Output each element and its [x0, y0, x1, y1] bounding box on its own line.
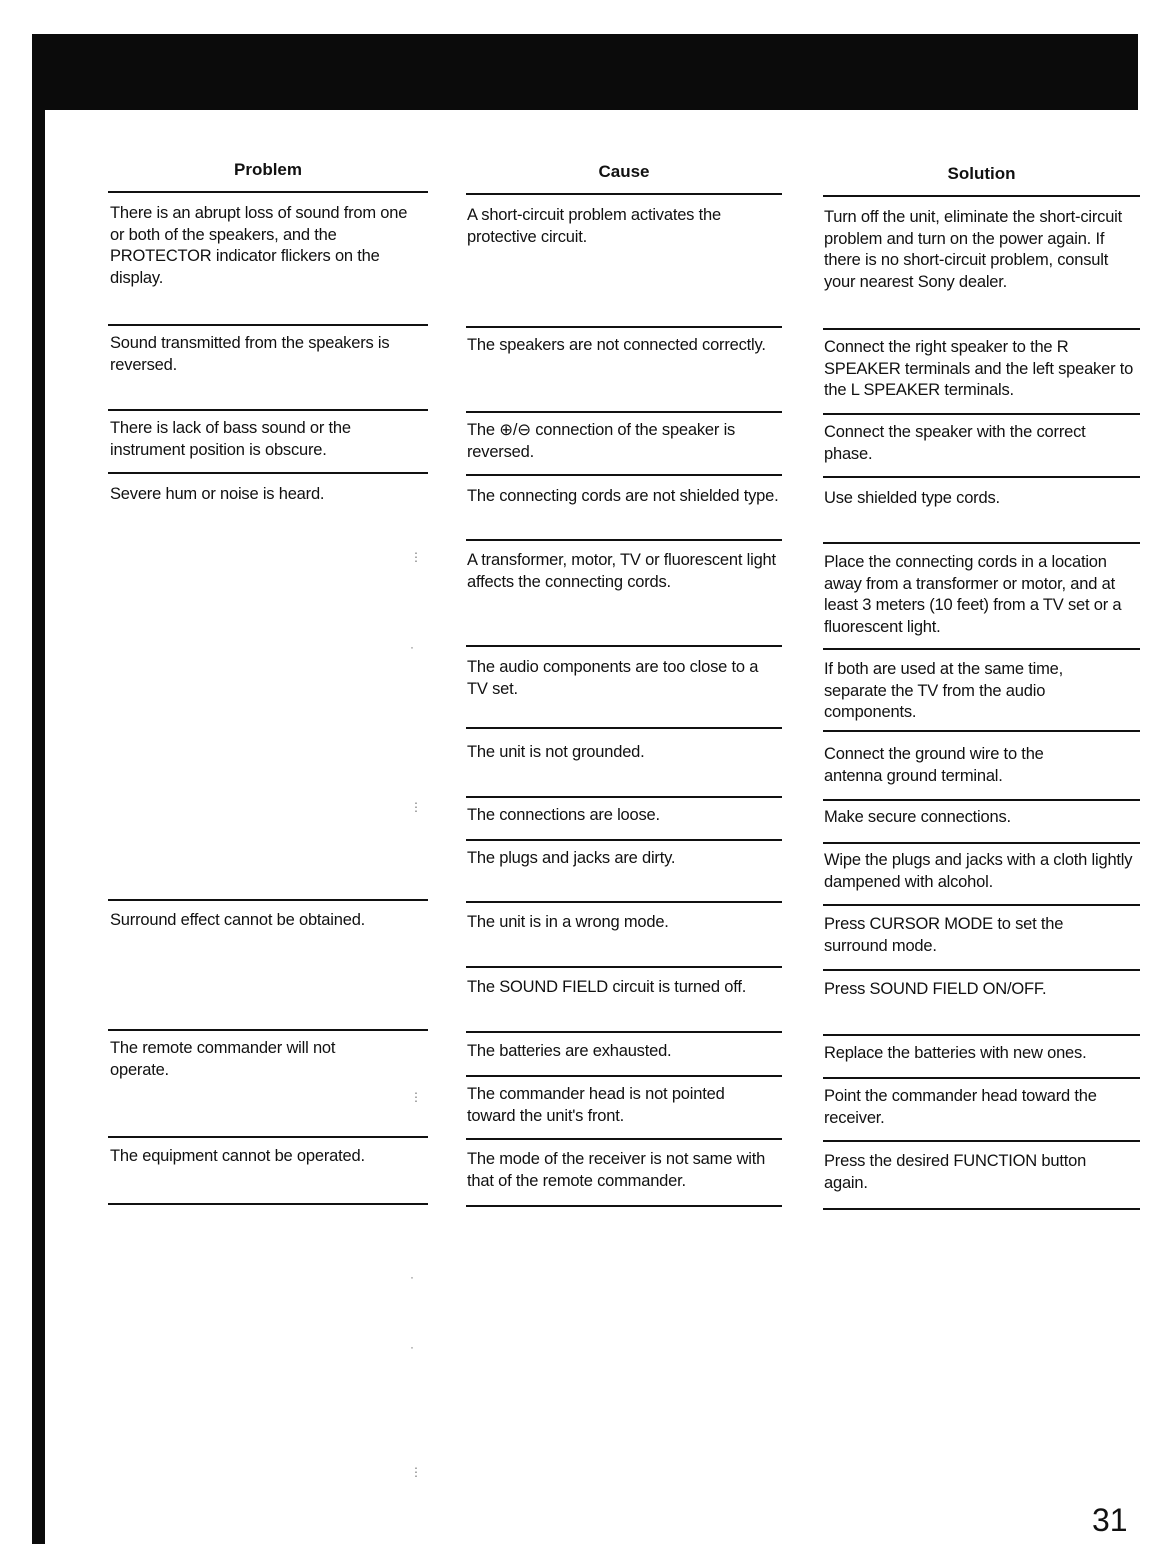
row-rule-problem [108, 1136, 428, 1138]
row-rule-problem [108, 899, 428, 901]
row-rule-solution [823, 1208, 1140, 1210]
sub-rule-solution [823, 969, 1140, 971]
solution-cell: Press SOUND FIELD ON/OFF. [824, 980, 1047, 998]
row-rule-cause [466, 1138, 782, 1140]
problem-cell: There is an abrupt loss of sound from one or both of the speakers, and the PROTECTOR indicator flickers on the display. [110, 204, 408, 287]
solution-cell: Press the desired FUNCTION button again. [824, 1152, 1087, 1192]
header-solution: Solution [947, 164, 1016, 183]
row-rule-problem [108, 1203, 428, 1205]
row-rule-cause [466, 1205, 782, 1207]
cause-cell: The plugs and jacks are dirty. [467, 849, 676, 867]
solution-cell: Connect the speaker with the correct phase. [824, 423, 1086, 463]
header-bar [32, 34, 1138, 110]
row-rule-solution [823, 1140, 1140, 1142]
row-rule-problem [108, 324, 428, 326]
row-rule-cause [466, 326, 782, 328]
solution-cell: Connect the ground wire to the antenna ground terminal. [824, 745, 1044, 785]
sub-rule-cause [466, 539, 782, 541]
sub-rule-solution [823, 542, 1140, 544]
cause-cell: The connections are loose. [467, 806, 660, 824]
row-rule-solution [823, 413, 1140, 415]
solution-cell: Wipe the plugs and jacks with a cloth lightly dampened with alcohol. [824, 851, 1133, 891]
cause-cell: The mode of the receiver is not same with that of the remote commander. [467, 1150, 766, 1190]
problem-cell: Surround effect cannot be obtained. [110, 911, 366, 929]
header-problem: Problem [233, 160, 303, 179]
sub-rule-cause [466, 645, 782, 647]
problem-cell: The remote commander will not operate. [110, 1039, 336, 1079]
cause-cell: The commander head is not pointed toward the unit's front. [467, 1085, 725, 1125]
solution-cell: If both are used at the same time, separate the TV from the audio components. [824, 660, 1064, 721]
solution-cell: Press CURSOR MODE to set the surround mode. [824, 915, 1064, 955]
row-rule-problem [108, 472, 428, 474]
cause-cell: A transformer, motor, TV or fluorescent light affects the connecting cords. [467, 551, 776, 591]
cause-cell: The ⊕/⊖ connection of the speaker is reversed. [467, 421, 736, 461]
row-rule-problem [108, 1029, 428, 1031]
solution-cell: Point the commander head toward the receiver. [824, 1087, 1097, 1127]
sub-rule-solution [823, 799, 1140, 801]
sub-rule-cause [466, 727, 782, 729]
page-number: 31 [1092, 1502, 1128, 1538]
solution-cell: Connect the right speaker to the R SPEAKER terminals and the left speaker to the L SPEAKER terminals. [824, 338, 1134, 399]
header-rule-problem [108, 191, 428, 193]
sub-rule-solution [823, 730, 1140, 732]
problem-cell: The equipment cannot be operated. [110, 1147, 365, 1165]
problem-cell: Severe hum or noise is heard. [110, 485, 325, 503]
row-rule-solution [823, 476, 1140, 478]
sub-rule-solution [823, 648, 1140, 650]
column-divider-mark: ⋮ [410, 800, 422, 814]
solution-cell: Turn off the unit, eliminate the short-circuit problem and turn on the power again. If there is no short-circuit problem, consult your nearest Sony dealer. [824, 208, 1123, 291]
column-divider-mark: ⋮ [410, 550, 422, 564]
column-divider-mark: ⋮ [410, 1465, 422, 1479]
row-rule-cause [466, 411, 782, 413]
sub-rule-cause [466, 796, 782, 798]
sub-rule-solution [823, 1077, 1140, 1079]
header-rule-cause [466, 193, 782, 195]
problem-cell: Sound transmitted from the speakers is reversed. [110, 334, 390, 374]
cause-cell: The batteries are exhausted. [467, 1042, 672, 1060]
solution-cell: Place the connecting cords in a location away from a transformer or motor, and at least 3 meters (10 feet) from a TV set or a fluorescent light. [824, 553, 1122, 636]
solution-cell: Make secure connections. [824, 808, 1011, 826]
cause-cell: The audio components are too close to a TV set. [467, 658, 759, 698]
column-divider-mark: ⋮ [410, 1090, 422, 1104]
row-rule-cause [466, 1031, 782, 1033]
column-divider-mark: · [410, 1340, 414, 1354]
cause-cell: A short-circuit problem activates the protective circuit. [467, 206, 721, 246]
header-cause: Cause [598, 162, 650, 181]
row-rule-cause [466, 901, 782, 903]
header-rule-solution [823, 195, 1140, 197]
cause-cell: The unit is in a wrong mode. [467, 913, 669, 931]
cause-cell: The SOUND FIELD circuit is turned off. [467, 978, 747, 996]
cause-cell: The unit is not grounded. [467, 743, 645, 761]
solution-cell: Use shielded type cords. [824, 489, 1000, 507]
column-divider-mark: · [410, 1270, 414, 1284]
sub-rule-cause [466, 839, 782, 841]
row-rule-problem [108, 409, 428, 411]
sub-rule-solution [823, 842, 1140, 844]
column-divider-mark: · [410, 640, 414, 654]
problem-cell: There is lack of bass sound or the instrument position is obscure. [110, 419, 351, 459]
left-margin-bar [32, 34, 45, 1544]
cause-cell: The speakers are not connected correctly. [467, 336, 766, 354]
cause-cell: The connecting cords are not shielded type. [467, 487, 779, 505]
row-rule-solution [823, 328, 1140, 330]
sub-rule-cause [466, 966, 782, 968]
row-rule-solution [823, 904, 1140, 906]
row-rule-cause [466, 474, 782, 476]
sub-rule-cause [466, 1075, 782, 1077]
row-rule-solution [823, 1034, 1140, 1036]
solution-cell: Replace the batteries with new ones. [824, 1044, 1087, 1062]
